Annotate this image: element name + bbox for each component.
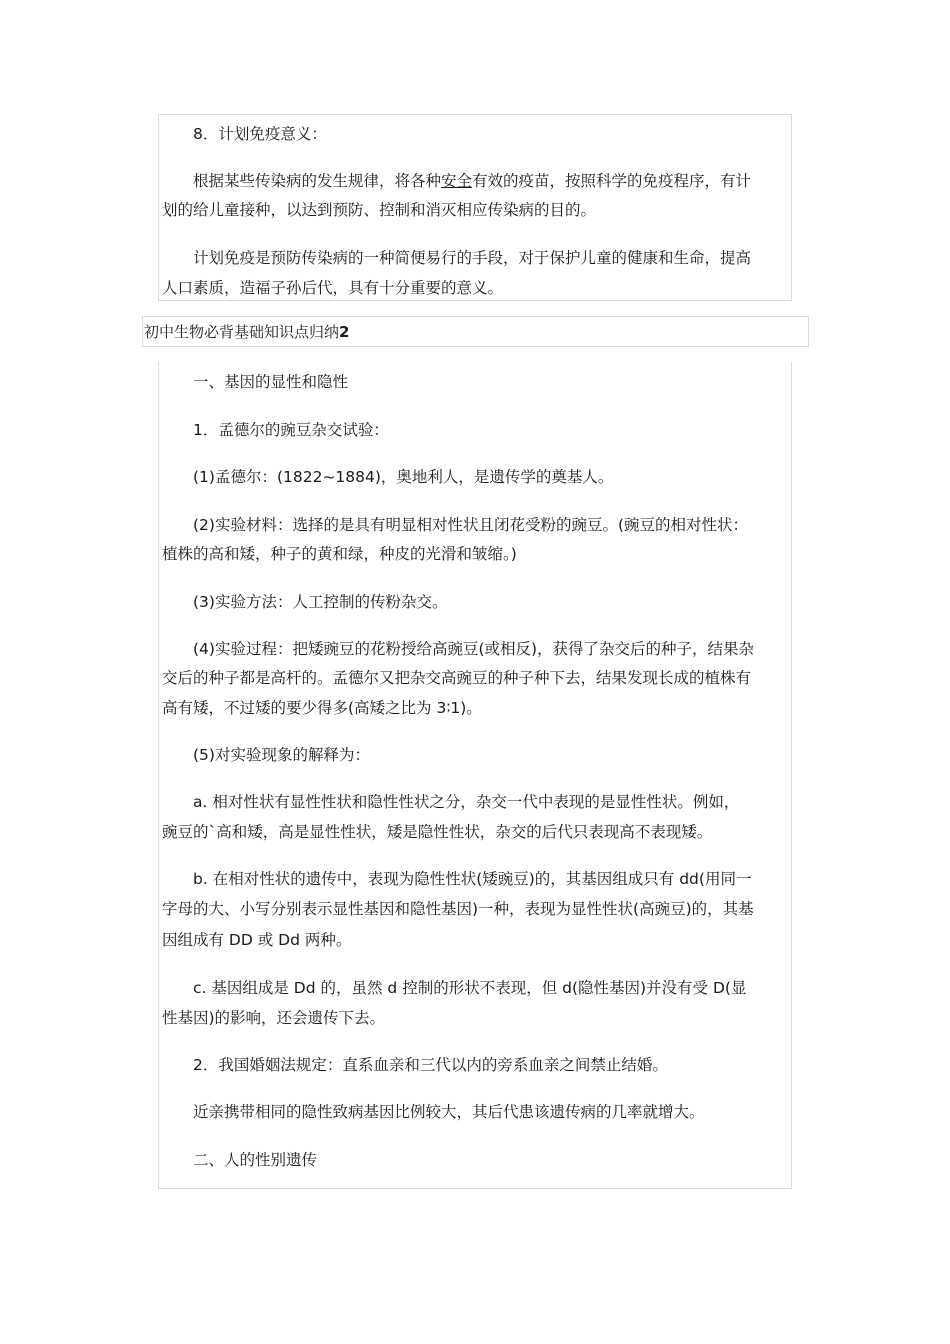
paragraph-line: 2．我国婚姻法规定：直系血亲和三代以内的旁系血亲之间禁止结婚。 <box>193 1056 668 1074</box>
paragraph-line: 因组成有 DD 或 Dd 两种。 <box>162 931 352 949</box>
paragraph-line: a. 相对性状有显性性状和隐性性状之分，杂交一代中表现的是显性性状。例如， <box>193 793 740 811</box>
paragraph-line <box>162 167 790 195</box>
text-span: 根据某些传染病的发生规律，将各种 <box>193 172 442 190</box>
paragraph-line: (5)对实验现象的解释为： <box>193 746 370 764</box>
section-heading-sex-inheritance: 二、人的性别遗传 <box>193 1151 318 1169</box>
title-text: 初中生物必背基础知识点归纳 <box>144 323 340 341</box>
title-number: 2 <box>339 323 350 341</box>
paragraph-line: 性基因)的影响，还会遗传下去。 <box>162 1009 386 1027</box>
paragraph-line: (3)实验方法：人工控制的传粉杂交。 <box>193 593 448 611</box>
paragraph-line: (2)实验材料：选择的是具有明显相对性状且闭花受粉的豌豆。(豌豆的相对性状： <box>193 516 749 534</box>
page-title <box>144 321 349 343</box>
section-heading-immunization: 8．计划免疫意义： <box>193 125 327 143</box>
text-span: 有效的疫苗，按照科学的免疫程序，有计 <box>472 172 752 190</box>
paragraph-line: 交后的种子都是高杆的。孟德尔又把杂交高豌豆的种子种下去，结果发现长成的植株有 <box>162 669 752 687</box>
safety-link[interactable]: 安全 <box>441 172 473 190</box>
paragraph-line: b. 在相对性状的遗传中，表现为隐性性状(矮豌豆)的，其基因组成只有 dd(用同一 <box>193 870 752 888</box>
paragraph-line: 划的给儿童接种，以达到预防、控制和消灭相应传染病的目的。 <box>162 201 597 219</box>
paragraph-line: 高有矮，不过矮的要少得多(高矮之比为 3∶1)。 <box>162 699 482 717</box>
paragraph-line: 豌豆的`高和矮，高是显性性状，矮是隐性性状，杂交的后代只表现高不表现矮。 <box>162 823 713 841</box>
paragraph-line: 字母的大、小写分别表示显性基因和隐性基因)一种，表现为显性性状(高豌豆)的，其基 <box>162 900 754 918</box>
subheading-mendel: 1．孟德尔的豌豆杂交试验： <box>193 421 389 439</box>
paragraph-line: (1)孟德尔：(1822~1884)，奥地利人，是遗传学的奠基人。 <box>193 468 614 486</box>
section-heading-gene-dominance: 一、基因的显性和隐性 <box>193 373 349 391</box>
paragraph-line: 人口素质，造福子孙后代，具有十分重要的意义。 <box>162 279 504 297</box>
paragraph-line: c. 基因组成是 Dd 的，虽然 d 控制的形状不表现，但 d(隐性基因)并没有受 D(显 <box>193 979 747 997</box>
paragraph-line: 植株的高和矮，种子的黄和绿，种皮的光滑和皱缩。) <box>162 545 517 563</box>
paragraph-line: 近亲携带相同的隐性致病基因比例较大，其后代患该遗传病的几率就增大。 <box>193 1103 705 1121</box>
paragraph-line: (4)实验过程：把矮豌豆的花粉授给高豌豆(或相反)，获得了杂交后的种子，结果杂 <box>193 640 755 658</box>
paragraph-line: 计划免疫是预防传染病的一种简便易行的手段，对于保护儿童的健康和生命，提高 <box>193 249 752 267</box>
